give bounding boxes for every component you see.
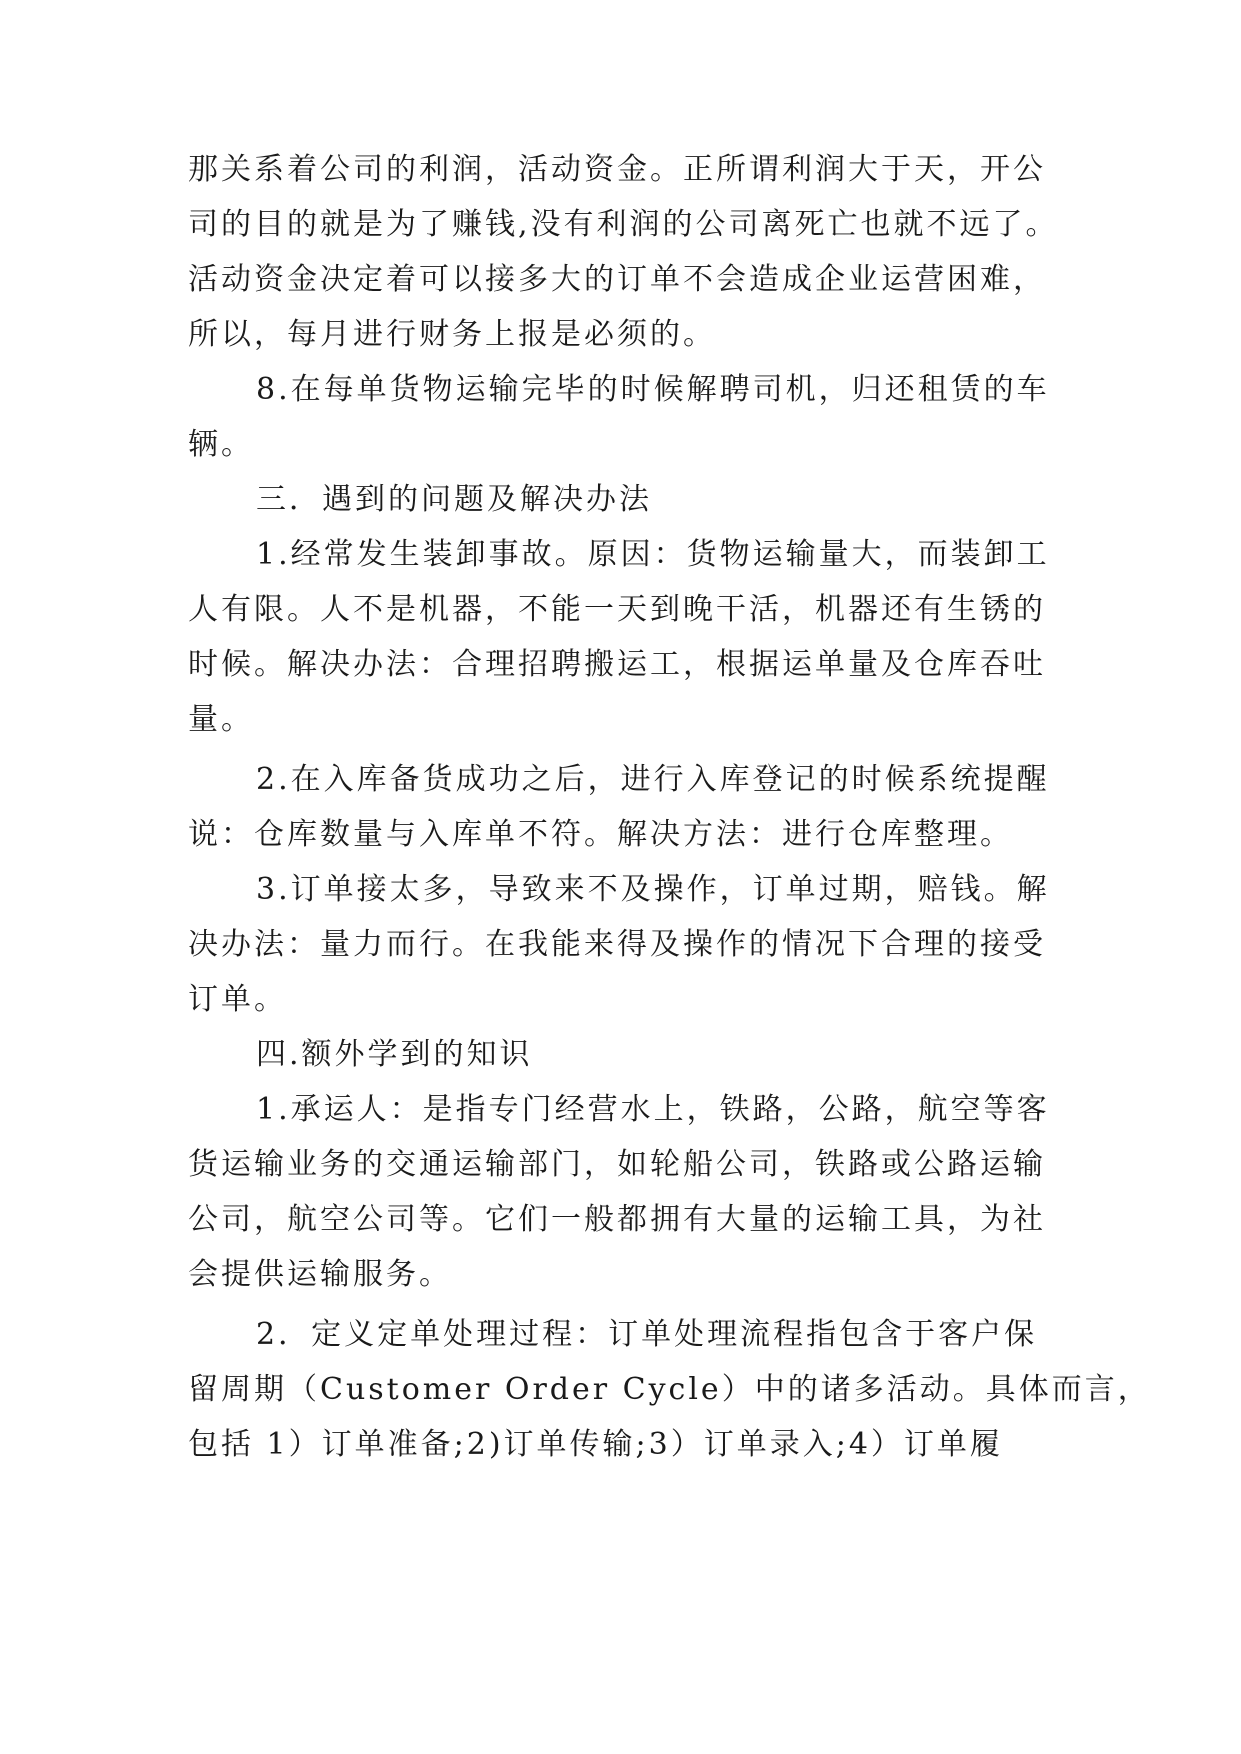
text-line: 货运输业务的交通运输部门，如轮船公司，铁路或公路运输 xyxy=(188,1147,1046,1182)
text-line: 人有限。人不是机器，不能一天到晚干活，机器还有生锈的 xyxy=(188,592,1046,627)
list-item-1: 1.经常发生装卸事故。原因：货物运输量大，而装卸工 xyxy=(256,537,1050,572)
text-line: 量。 xyxy=(188,702,254,737)
text-line: 包括 1）订单准备;2)订单传输;3）订单录入;4）订单履 xyxy=(188,1427,1003,1462)
text-line: 那关系着公司的利润，活动资金。正所谓利润大于天，开公 xyxy=(188,152,1046,187)
list-item-3: 3.订单接太多，导致来不及操作，订单过期，赔钱。解 xyxy=(256,872,1050,907)
list-item-2: 2．定义定单处理过程：订单处理流程指包含于客户保 xyxy=(256,1317,1038,1352)
list-item-8: 8.在每单货物运输完毕的时候解聘司机，归还租赁的车 xyxy=(256,372,1050,407)
text-line: 所以，每月进行财务上报是必须的。 xyxy=(188,317,716,352)
list-item-2: 2.在入库备货成功之后，进行入库登记的时候系统提醒 xyxy=(256,762,1050,797)
list-item-1: 1.承运人：是指专门经营水上，铁路，公路，航空等客 xyxy=(256,1092,1050,1127)
section-heading-4: 四.额外学到的知识 xyxy=(256,1037,533,1072)
text-line: 公司，航空公司等。它们一般都拥有大量的运输工具，为社 xyxy=(188,1202,1046,1237)
text-line: 留周期（Customer Order Cycle）中的诸多活动。具体而言， xyxy=(188,1372,1151,1407)
text-line: 辆。 xyxy=(188,427,254,462)
text-line: 决办法：量力而行。在我能来得及操作的情况下合理的接受 xyxy=(188,927,1046,962)
text-line: 时候。解决办法：合理招聘搬运工，根据运单量及仓库吞吐 xyxy=(188,647,1046,682)
text-line: 会提供运输服务。 xyxy=(188,1257,452,1292)
text-line: 活动资金决定着可以接多大的订单不会造成企业运营困难， xyxy=(188,262,1046,297)
text-line: 说：仓库数量与入库单不符。解决方法：进行仓库整理。 xyxy=(188,817,1013,852)
section-heading-3: 三．遇到的问题及解决办法 xyxy=(256,482,652,517)
text-line: 司的目的就是为了赚钱,没有利润的公司离死亡也就不远了。 xyxy=(188,207,1059,242)
text-line: 订单。 xyxy=(188,982,287,1017)
